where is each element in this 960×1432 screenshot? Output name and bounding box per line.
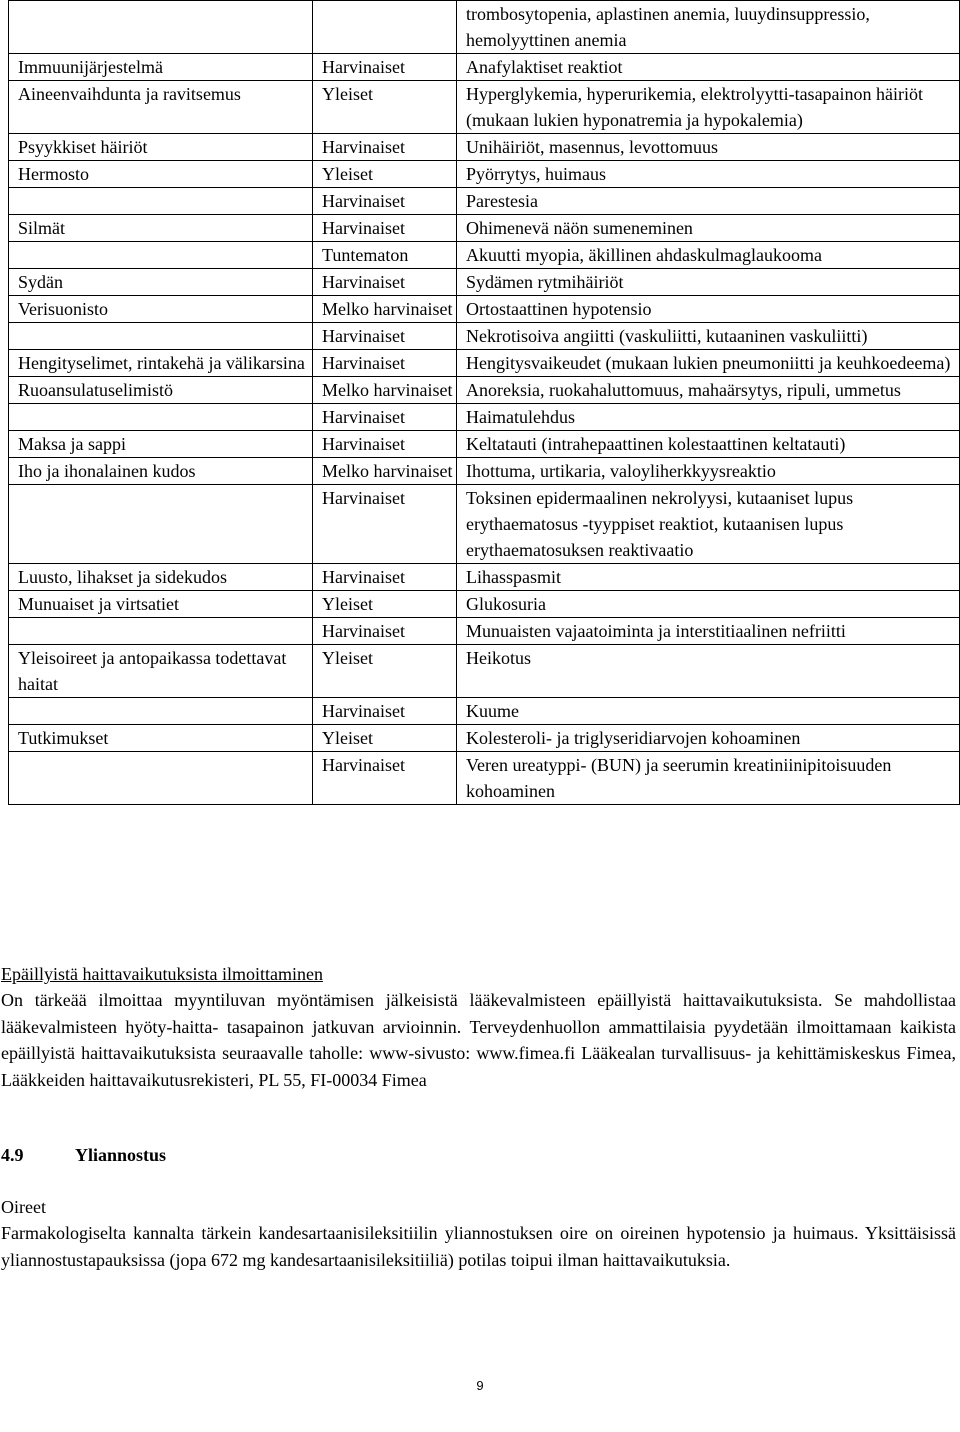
frequency-cell: Harvinaiset bbox=[313, 134, 457, 161]
organ-class-cell bbox=[9, 242, 313, 269]
frequency-cell: Melko harvinaiset bbox=[313, 296, 457, 323]
overdose-section bbox=[1, 1142, 956, 1168]
frequency-cell: Harvinaiset bbox=[313, 752, 457, 805]
reaction-cell: Kolesteroli- ja triglyseridiarvojen kohoaminen bbox=[457, 725, 960, 752]
organ-class-cell: Tutkimukset bbox=[9, 725, 313, 752]
table-row bbox=[9, 404, 960, 431]
frequency-cell: Harvinaiset bbox=[313, 350, 457, 377]
page-number: 9 bbox=[476, 1378, 484, 1393]
organ-class-cell bbox=[9, 188, 313, 215]
reaction-cell: Veren ureatyppi- (BUN) ja seerumin kreatiniinipitoisuuden kohoaminen bbox=[457, 752, 960, 805]
organ-class-cell: Iho ja ihonalainen kudos bbox=[9, 458, 313, 485]
frequency-cell: Tuntematon bbox=[313, 242, 457, 269]
reaction-cell: Pyörrytys, huimaus bbox=[457, 161, 960, 188]
reaction-cell: Heikotus bbox=[457, 645, 960, 698]
reaction-cell: Parestesia bbox=[457, 188, 960, 215]
frequency-cell: Harvinaiset bbox=[313, 698, 457, 725]
organ-class-cell bbox=[9, 404, 313, 431]
organ-class-cell bbox=[9, 323, 313, 350]
frequency-cell bbox=[313, 1, 457, 54]
frequency-cell: Harvinaiset bbox=[313, 269, 457, 296]
organ-class-cell: Immuunijärjestelmä bbox=[9, 54, 313, 81]
frequency-cell: Yleiset bbox=[313, 591, 457, 618]
table-row bbox=[9, 725, 960, 752]
reaction-cell: Lihasspasmit bbox=[457, 564, 960, 591]
frequency-cell: Melko harvinaiset bbox=[313, 377, 457, 404]
table-row bbox=[9, 1, 960, 54]
reporting-body: On tärkeää ilmoittaa myyntiluvan myöntämisen jälkeisistä lääkevalmisteen epäillyistä haittavaikutuksista. Se mahdollistaa lääkevalmisteen hyöty-haitta- tasapainon jatkuvan arvioinnin. Terveydenhuollon ammattilaisia pyydetään ilmoittamaan kaikista epäillyistä haittavaikutuksista seuraavalle taholle: www-sivusto: www.fimea.fi Lääkealan turvallisuus- ja kehittämiskeskus Fimea, Lääkkeiden haittavaikutusrekisteri, PL 55, FI-00034 Fimea bbox=[1, 990, 956, 1090]
table-row bbox=[9, 350, 960, 377]
adverse-reactions-table-body bbox=[9, 1, 960, 805]
frequency-cell: Melko harvinaiset bbox=[313, 458, 457, 485]
table-row bbox=[9, 161, 960, 188]
frequency-cell: Yleiset bbox=[313, 161, 457, 188]
frequency-cell: Harvinaiset bbox=[313, 564, 457, 591]
section-title: Yliannostus bbox=[75, 1145, 167, 1165]
frequency-cell: Harvinaiset bbox=[313, 431, 457, 458]
reaction-cell: Munuaisten vajaatoiminta ja interstitiaalinen nefriitti bbox=[457, 618, 960, 645]
table-row bbox=[9, 618, 960, 645]
table-row bbox=[9, 752, 960, 805]
table-row bbox=[9, 698, 960, 725]
reaction-cell: Keltatauti (intrahepaattinen kolestaattinen keltatauti) bbox=[457, 431, 960, 458]
table-row bbox=[9, 485, 960, 564]
organ-class-cell: Munuaiset ja virtsatiet bbox=[9, 591, 313, 618]
organ-class-cell bbox=[9, 752, 313, 805]
frequency-cell: Harvinaiset bbox=[313, 485, 457, 564]
reaction-cell: Ihottuma, urtikaria, valoyliherkkyysreaktio bbox=[457, 458, 960, 485]
organ-class-cell bbox=[9, 618, 313, 645]
table-row bbox=[9, 242, 960, 269]
table-row bbox=[9, 81, 960, 134]
symptoms-body: Farmakologiselta kannalta tärkein kandesartaanisileksitiilin yliannostuksen oire on oireinen hypotensio ja huimaus. Yksittäisissä yliannostustapauksissa (jopa 672 mg kandesartaanisileksitiiliä) potilas toipui ilman haittavaikutuksia. bbox=[1, 1223, 956, 1270]
reaction-cell: Haimatulehdus bbox=[457, 404, 960, 431]
table-row bbox=[9, 323, 960, 350]
reaction-cell: Unihäiriöt, masennus, levottomuus bbox=[457, 134, 960, 161]
frequency-cell: Yleiset bbox=[313, 725, 457, 752]
reaction-cell: Ortostaattinen hypotensio bbox=[457, 296, 960, 323]
table-row bbox=[9, 215, 960, 242]
table-row bbox=[9, 564, 960, 591]
frequency-cell: Yleiset bbox=[313, 645, 457, 698]
organ-class-cell: Maksa ja sappi bbox=[9, 431, 313, 458]
section-number: 4.9 bbox=[1, 1145, 24, 1165]
organ-class-cell: Ruoansulatuselimistö bbox=[9, 377, 313, 404]
reaction-cell: trombosytopenia, aplastinen anemia, luuydinsuppressio, hemolyyttinen anemia bbox=[457, 1, 960, 54]
frequency-cell: Harvinaiset bbox=[313, 323, 457, 350]
organ-class-cell: Hermosto bbox=[9, 161, 313, 188]
reaction-cell: Hengitysvaikeudet (mukaan lukien pneumoniitti ja keuhkoedeema) bbox=[457, 350, 960, 377]
reporting-section bbox=[1, 961, 956, 1093]
organ-class-cell bbox=[9, 485, 313, 564]
table-row bbox=[9, 296, 960, 323]
organ-class-cell: Silmät bbox=[9, 215, 313, 242]
organ-class-cell: Hengityselimet, rintakehä ja välikarsina bbox=[9, 350, 313, 377]
organ-class-cell: Verisuonisto bbox=[9, 296, 313, 323]
organ-class-cell: Sydän bbox=[9, 269, 313, 296]
organ-class-cell: Psyykkiset häiriöt bbox=[9, 134, 313, 161]
reporting-heading: Epäillyistä haittavaikutuksista ilmoittaminen bbox=[1, 964, 323, 984]
table-row bbox=[9, 134, 960, 161]
organ-class-cell: Yleisoireet ja antopaikassa todettavat haitat bbox=[9, 645, 313, 698]
table-row bbox=[9, 188, 960, 215]
table-row bbox=[9, 377, 960, 404]
table-row bbox=[9, 645, 960, 698]
table-row bbox=[9, 54, 960, 81]
reaction-cell: Ohimenevä näön sumeneminen bbox=[457, 215, 960, 242]
organ-class-cell bbox=[9, 1, 313, 54]
organ-class-cell: Aineenvaihdunta ja ravitsemus bbox=[9, 81, 313, 134]
organ-class-cell: Luusto, lihakset ja sidekudos bbox=[9, 564, 313, 591]
frequency-cell: Harvinaiset bbox=[313, 188, 457, 215]
section-heading bbox=[1, 1142, 956, 1168]
frequency-cell: Harvinaiset bbox=[313, 54, 457, 81]
reaction-cell: Nekrotisoiva angiitti (vaskuliitti, kutaaninen vaskuliitti) bbox=[457, 323, 960, 350]
frequency-cell: Harvinaiset bbox=[313, 404, 457, 431]
reaction-cell: Glukosuria bbox=[457, 591, 960, 618]
symptoms-subheading: Oireet bbox=[1, 1197, 46, 1217]
table-row bbox=[9, 458, 960, 485]
reaction-cell: Akuutti myopia, äkillinen ahdaskulmaglaukooma bbox=[457, 242, 960, 269]
reaction-cell: Sydämen rytmihäiriöt bbox=[457, 269, 960, 296]
reaction-cell: Toksinen epidermaalinen nekrolyysi, kutaaniset lupus erythaematosus -tyyppiset reaktiot, kutaanisen lupus erythaematosuksen reaktivaatio bbox=[457, 485, 960, 564]
reaction-cell: Anoreksia, ruokahaluttomuus, mahaärsytys, ripuli, ummetus bbox=[457, 377, 960, 404]
table-row bbox=[9, 591, 960, 618]
table-row bbox=[9, 269, 960, 296]
table-row bbox=[9, 431, 960, 458]
reaction-cell: Hyperglykemia, hyperurikemia, elektrolyytti-tasapainon häiriöt (mukaan lukien hyponatremia ja hypokalemia) bbox=[457, 81, 960, 134]
symptoms-section bbox=[1, 1194, 956, 1273]
adverse-reactions-table bbox=[8, 0, 960, 805]
organ-class-cell bbox=[9, 698, 313, 725]
frequency-cell: Harvinaiset bbox=[313, 215, 457, 242]
frequency-cell: Harvinaiset bbox=[313, 618, 457, 645]
frequency-cell: Yleiset bbox=[313, 81, 457, 134]
reaction-cell: Anafylaktiset reaktiot bbox=[457, 54, 960, 81]
reaction-cell: Kuume bbox=[457, 698, 960, 725]
